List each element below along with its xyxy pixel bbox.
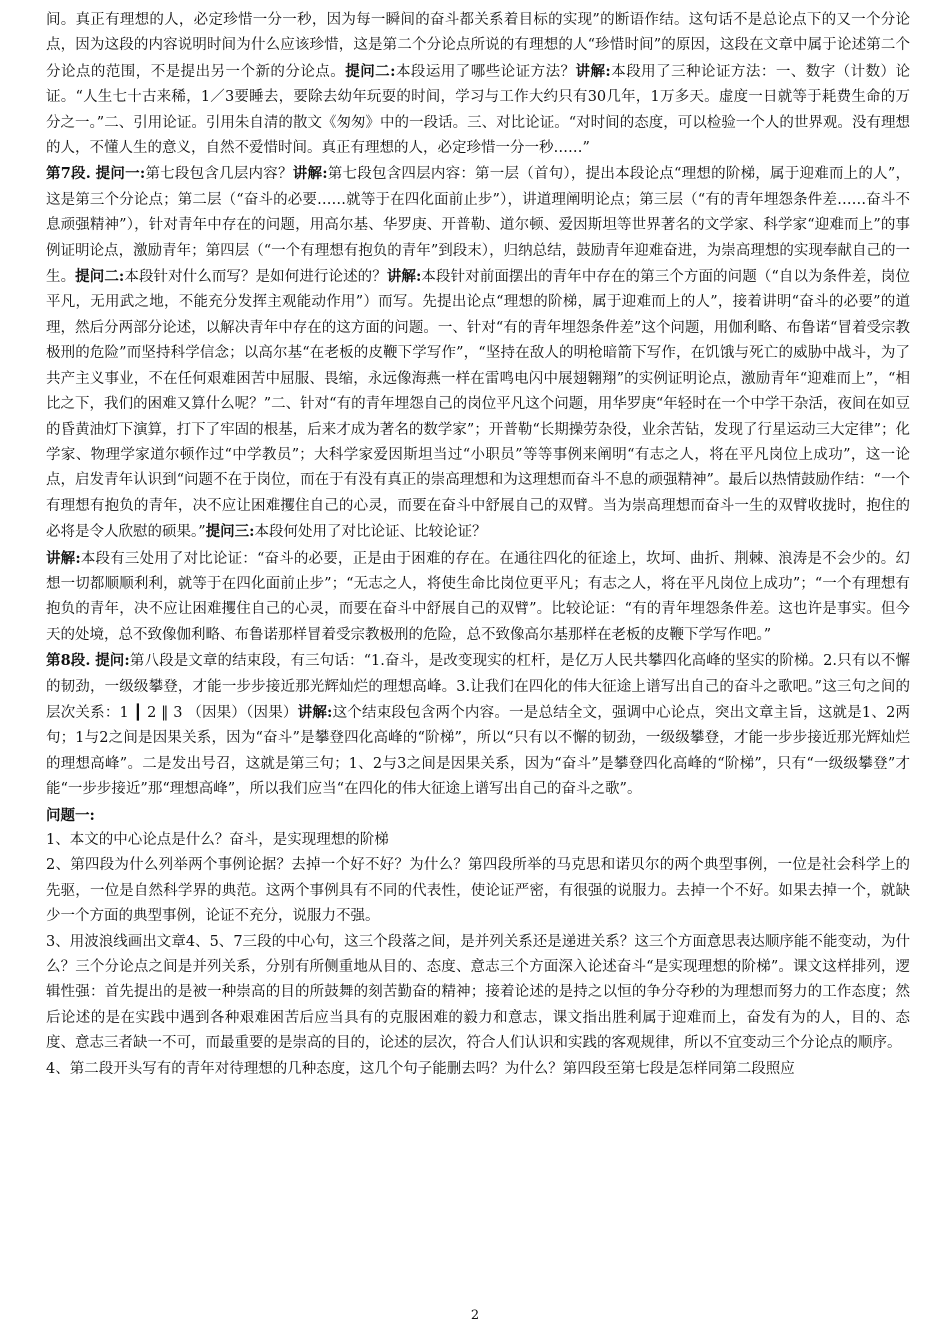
page-number: 2 bbox=[470, 1308, 480, 1323]
paragraph-7-analysis bbox=[46, 161, 910, 545]
paragraph-label: 第7段. bbox=[46, 165, 91, 183]
explanation-label: 讲解: bbox=[575, 62, 611, 80]
body-text: 本段针对前面摆出的青年中存在的第三个方面的问题（“自以为条件差，岗位平凡，无用武之地，不能充分发挥主观能动作用”）而写。先提出论点“理想的阶梯，属于迎难而上的人”，接着讲明“奋斗的必要”的道理，然后分两部分论述，以解决青年中存在的这方面的问题。一、针对“有的青年埋怨条件差”这个问题，用伽利略、布鲁诺“冒着受宗教极刑的危险”而坚持科学信念；以高尔基“在老板的皮鞭下学写作”，“坚持在敌人的明枪暗箭下写作，在饥饿与死亡的威胁中战斗，为了共产主义事业，不在任何艰难困苦中屈服、畏缩，永远像海燕一样在雷鸣电闪中展翅翱翔”的实例证明论点，激励青年“迎难而上”，“相比之下，我们的困难又算什么呢？”二、针对“有的青年埋怨自己的岗位平凡这个问题，用华罗庚“年轻时在一个中学干杂活，夜间在如豆的昏黄油灯下演算，打下了牢固的根基，后来才成为著名的数学家”；开普勒“长期操劳杂役，业余苦钻，发现了行星运动三大定律”；化学家、物理学家道尔顿作过“中学教员”；大科学家爱因斯坦当过“小职员”等等事例来阐明“有志之人，将在平凡岗位上成功”，这一论点，启发青年认识到“问题不在于岗位，而在于有没有真正的崇高理想和为这理想而奋斗不息的顽强精神”。最后以热情鼓励作结：“一个有理想有抱负的青年，决不应让困难攫住自己的心灵，而要在奋斗中舒展自己的双臂。当为崇高理想而奋斗一生的双臂收拢时，抱住的必将是令人欣慰的硕果。” bbox=[46, 269, 911, 541]
question-label: 提问三: bbox=[205, 523, 255, 541]
document-body bbox=[46, 8, 910, 1082]
question-label: 提问: bbox=[95, 652, 130, 670]
question-label: 提问二: bbox=[75, 268, 125, 286]
explanation-label: 讲解: bbox=[386, 268, 422, 286]
question-item: 1、本文的中心论点是什么？奋斗，是实现理想的阶梯 bbox=[46, 832, 389, 848]
question-item: 3、用波浪线画出文章4、5、7三段的中心句，这三个段落之间，是并列关系还是递进关系？这三个方面意思表达顺序能不能变动，为什么？三个分论点之间是并列关系，分别有所侧重地从目的、态度、意志三个方面深入论述奋斗“是实现理想的阶梯”。课文这样排列，逻辑性强：首先提出的是被一种崇高的目的所鼓舞的刻苦勤奋的精神；接着论述的是持之以恒的争分夺秒的为理想而努力的工作态度；然后论述的是在实践中遇到各种艰难困苦后应当具有的克服困难的毅力和意志，课文指出胜利属于迎难而上，奋发有为的人，目的、态度、意志三者缺一不可，而最重要的是崇高的目的，论述的层次，符合人们认识和实践的客观规律，所以不宜变动三个分论点的顺序。 bbox=[46, 933, 910, 1052]
section-heading: 问题一: bbox=[46, 806, 95, 824]
body-text: 间。真正有理想的人，必定珍惜一分一秒，因为每一瞬间的奋斗都关系着目标的实现”的断语作结。这句话不是总论点下的又一个分论点，因为这段的内容说明时间为什么应该珍惜，这是第二个分论点所说的有理想的人“珍惜时间”的原因，这段在文章中属于论述第二个分论点的范围，不是提出另一个新的分论点。 bbox=[46, 12, 910, 80]
paragraph-8-analysis bbox=[46, 648, 910, 802]
body-text: 本段用了三种论证方法：一、数字（计数）论证。“人生七十古来稀，1／3要睡去，要除去幼年玩耍的时间，学习与工作大约只有30几年，1万多天。虚度一日就等于耗费生命的万分之一。”二、引用论证。引用朱自清的散文《匆匆》中的一段话。三、对比论证。“对时间的态度，可以检验一个人的世界观。没有理想的人，不懂人生的意义，自然不爱惜时间。真正有理想的人，必定珍惜一分一秒……” bbox=[46, 63, 911, 157]
body-text: 这个结束段包含两个内容。一是总结全文，强调中心论点，突出文章主旨，这就是1、2两句；1与2之间是因果关系，因为“奋斗”是攀登四化高峰的“阶梯”，所以“只有以不懈的韧劲，一级级攀登，才能一步步接近那光辉灿烂的理想高峰”。二是发出号召，这就是第三句；1、2与3之间是因果关系，因为“奋斗”是攀登四化高峰的“阶梯”，只有“一级级攀登”才能“一步步接近”那“理想高峰”，所以我们应当“在四化的伟大征途上谱写出自己的奋斗之歌”。 bbox=[46, 704, 910, 798]
explanation-label: 讲解: bbox=[292, 165, 328, 183]
paragraph-7-explanation bbox=[46, 546, 910, 649]
body-text: 第八段是文章的结束段，有三句话：“1.奋斗，是改变现实的杠杆，是亿万人民共攀四化高峰的坚实的阶梯。2.只有以不懈的韧劲，一级级攀登，才能一步步接近那光辉灿烂的理想高峰。3.让我们在四化的伟大征途上谱写出自己的奋斗之歌吧。”这三句之间的层次关系：1 ┃ 2 ‖ 3 （因果）（因果） bbox=[46, 653, 911, 721]
paragraph-6-continuation bbox=[46, 8, 910, 161]
explanation-label: 讲解: bbox=[297, 703, 333, 721]
explanation-label: 讲解: bbox=[46, 549, 81, 567]
body-text: 本段何处用了对比论证、比较论证？ bbox=[254, 524, 487, 541]
question-item: 2、第四段为什么列举两个事例论据？去掉一个好不好？为什么？第四段所举的马克思和诺贝尔的两个典型事例，一位是社会科学上的先驱，一位是自然科学界的典范。这两个事例具有不同的代表性，使论证严密，有很强的说服力。去掉一个不好。如果去掉一个，就缺少一个方面的典型事例，论证不充分，说服力不强。 bbox=[46, 857, 910, 925]
question-label: 提问一: bbox=[95, 165, 146, 183]
question-label: 提问二: bbox=[345, 62, 396, 80]
body-text: 本段运用了哪些论证方法？ bbox=[395, 63, 576, 80]
body-text: 本段有三处用了对比论证：“奋斗的必要，正是由于困难的存在。在通往四化的征途上，坎坷、曲折、荆棘、浪涛是不会少的。幻想一切都顺顺利利，就等于在四化面前止步”；“无志之人，将使生命比岗位更平凡；有志之人，将在平凡岗位上成功”；“一个有理想有抱负的青年，决不应让困难攫住自己的心灵，而要在奋斗中舒展自己的双臂”。比较论证：“有的青年埋怨条件差。这也许是事实。但今天的处境，总不致像伽利略、布鲁诺那样冒着受宗教极刑的危险，总不致像高尔基那样在老板的皮鞭下学写作吧。” bbox=[46, 550, 910, 643]
question-item: 4、第二段开头写有的青年对待理想的几种态度，这几个句子能删去吗？为什么？第四段至第七段是怎样同第二段照应 bbox=[46, 1060, 795, 1077]
paragraph-label: 第8段. bbox=[46, 652, 91, 670]
body-text: 本段针对什么而写？是如何进行论述的？ bbox=[124, 269, 387, 286]
body-text: 第七段包含四层内容：第一层（首句），提出本段论点“理想的阶梯，属于迎难而上的人”，这是第三个分论点；第二层（“奋斗的必要……就等于在四化面前止步”），讲道理阐明论点；第三层（“有的青年埋怨条件差……奋斗不息顽强精神”），针对青年中存在的问题，用高尔基、华罗庚、开普勒、道尔顿、爱因斯坦等世界著名的文学家、科学家“迎难而上”的事例证明论点，激励青年；第四层（“一个有理想有抱负的青年”到段末），归纳总结，鼓励青年迎难奋进，为崇高理想的实现奉献自己的一生。 bbox=[46, 166, 910, 286]
body-text: 第七段包含几层内容？ bbox=[145, 166, 293, 183]
